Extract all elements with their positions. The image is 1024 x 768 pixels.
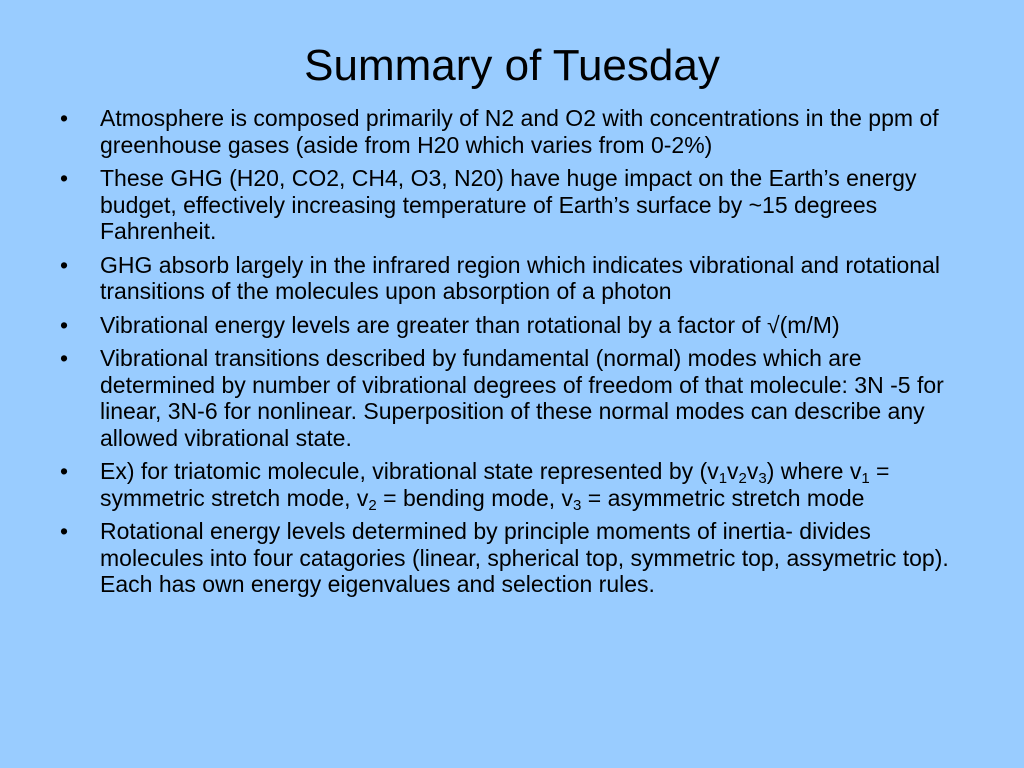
subscript: 1 — [861, 470, 870, 487]
text-segment: Ex) for triatomic molecule, vibrational state represented by (v — [100, 458, 719, 484]
bullet-marker: • — [60, 458, 69, 484]
bullet-item-6 — [60, 458, 970, 514]
bullet-text-4: Vibrational energy levels are greater than rotational by a factor of √(m/M) — [100, 311, 840, 338]
subscript: 3 — [758, 470, 767, 487]
bullet-text-3: GHG absorb largely in the infrared region which indicates vibrational and rotational transitions of the molecules upon absorption of a photon — [100, 251, 940, 304]
bullet-marker: • — [60, 165, 69, 191]
text-segment: v — [727, 458, 739, 484]
bullet-item-4 — [60, 312, 970, 339]
subscript: 2 — [738, 470, 747, 487]
bullet-marker: • — [60, 251, 69, 278]
subscript: 3 — [573, 496, 582, 514]
bullet-item-5 — [60, 345, 970, 451]
text-segment: v — [746, 458, 759, 484]
bullet-item-3 — [60, 252, 970, 305]
text-segment: = bending mode, v — [376, 484, 574, 511]
bullet-text-5: Vibrational transitions described by fundamental (normal) modes which are determined by number of vibrational degrees of freedom of that molecule: 3N -5 for linear, 3N-6 for nonlinear. Superposition of these normal modes can describe any allowed vibrational state. — [100, 345, 944, 451]
bullet-marker: • — [60, 518, 69, 544]
bullet-marker: • — [60, 105, 69, 131]
bullet-text-1: Atmosphere is composed primarily of N2 and O2 with concentrations in the ppm of greenhouse gases (aside from H20 which varies from 0-2%) — [100, 105, 939, 158]
subscript: 2 — [368, 496, 377, 514]
bullet-text-6 — [100, 458, 890, 514]
bullet-item-7 — [60, 518, 970, 598]
bullet-marker: • — [60, 345, 69, 371]
subscript: 1 — [718, 470, 728, 487]
bullet-list — [60, 105, 970, 605]
bullet-item-2 — [60, 165, 970, 245]
text-segment: ) where v — [766, 458, 862, 484]
bullet-text-2: These GHG (H20, CO2, CH4, O3, N20) have huge impact on the Earth’s energy budget, effectively increasing temperature of Earth’s surface by ~15 degrees Fahrenheit. — [100, 165, 917, 244]
bullet-text-7: Rotational energy levels determined by principle moments of inertia- divides molecules into four catagories (linear, spherical top, symmetric top, assymetric top). Each has own energy eigenvalues and selection rules. — [100, 518, 949, 597]
bullet-item-1 — [60, 105, 970, 158]
text-segment: = symmetric stretch mode, v — [100, 458, 890, 511]
slide-title: Summary of Tuesday — [304, 41, 720, 90]
text-segment: = asymmetric stretch mode — [581, 484, 865, 511]
bullet-marker: • — [60, 311, 69, 338]
